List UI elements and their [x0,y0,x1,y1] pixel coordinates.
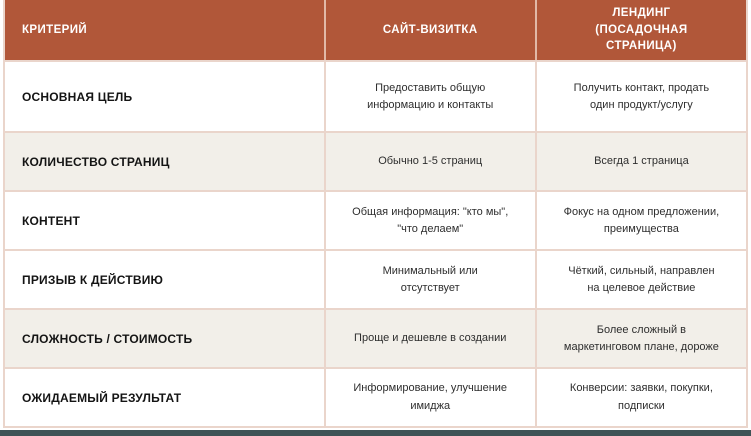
landing-cell: Конверсии: заявки, покупки, подписки [535,369,746,426]
criterion-cell: ПРИЗЫВ К ДЕЙСТВИЮ [22,272,164,287]
column-header-landing: ЛЕНДИНГ (ПОСАДОЧНАЯ СТРАНИЦА) [535,0,746,60]
landing-cell: Фокус на одном предложении, преимущества [535,192,746,249]
bottom-accent-bar [0,430,751,436]
criterion-cell: ОЖИДАЕМЫЙ РЕЗУЛЬТАТ [22,390,182,405]
site-card-cell: Общая информация: "кто мы", "что делаем" [324,192,535,249]
table-row-content [5,190,746,249]
criterion-cell: СЛОЖНОСТЬ / СТОИМОСТЬ [22,331,193,346]
site-card-cell: Обычно 1-5 страниц [324,133,535,190]
column-header-criterion: КРИТЕРИЙ [22,24,88,36]
table-header-row [5,0,746,60]
table-row-page-count [5,131,746,190]
criterion-cell: КОНТЕНТ [22,213,81,228]
landing-cell: Чёткий, сильный, направлен на целевое действие [535,251,746,308]
criterion-cell: КОЛИЧЕСТВО СТРАНИЦ [22,154,170,169]
site-card-cell: Проще и дешевле в создании [324,310,535,367]
landing-cell: Получить контакт, продать один продукт/услугу [535,62,746,131]
criterion-cell: ОСНОВНАЯ ЦЕЛЬ [22,89,133,104]
site-card-cell: Информирование, улучшение имиджа [324,369,535,426]
table-row-main-goal [5,60,746,131]
comparison-table [3,0,748,428]
landing-cell: Более сложный в маркетинговом плане, дороже [535,310,746,367]
site-card-cell: Предоставить общую информацию и контакты [324,62,535,131]
site-card-cell: Минимальный или отсутствует [324,251,535,308]
landing-cell: Всегда 1 страница [535,133,746,190]
column-header-site-card: САЙТ-ВИЗИТКА [324,0,535,60]
table-row-expected-result [5,367,746,426]
table-row-complexity-cost [5,308,746,367]
table-row-call-to-action [5,249,746,308]
